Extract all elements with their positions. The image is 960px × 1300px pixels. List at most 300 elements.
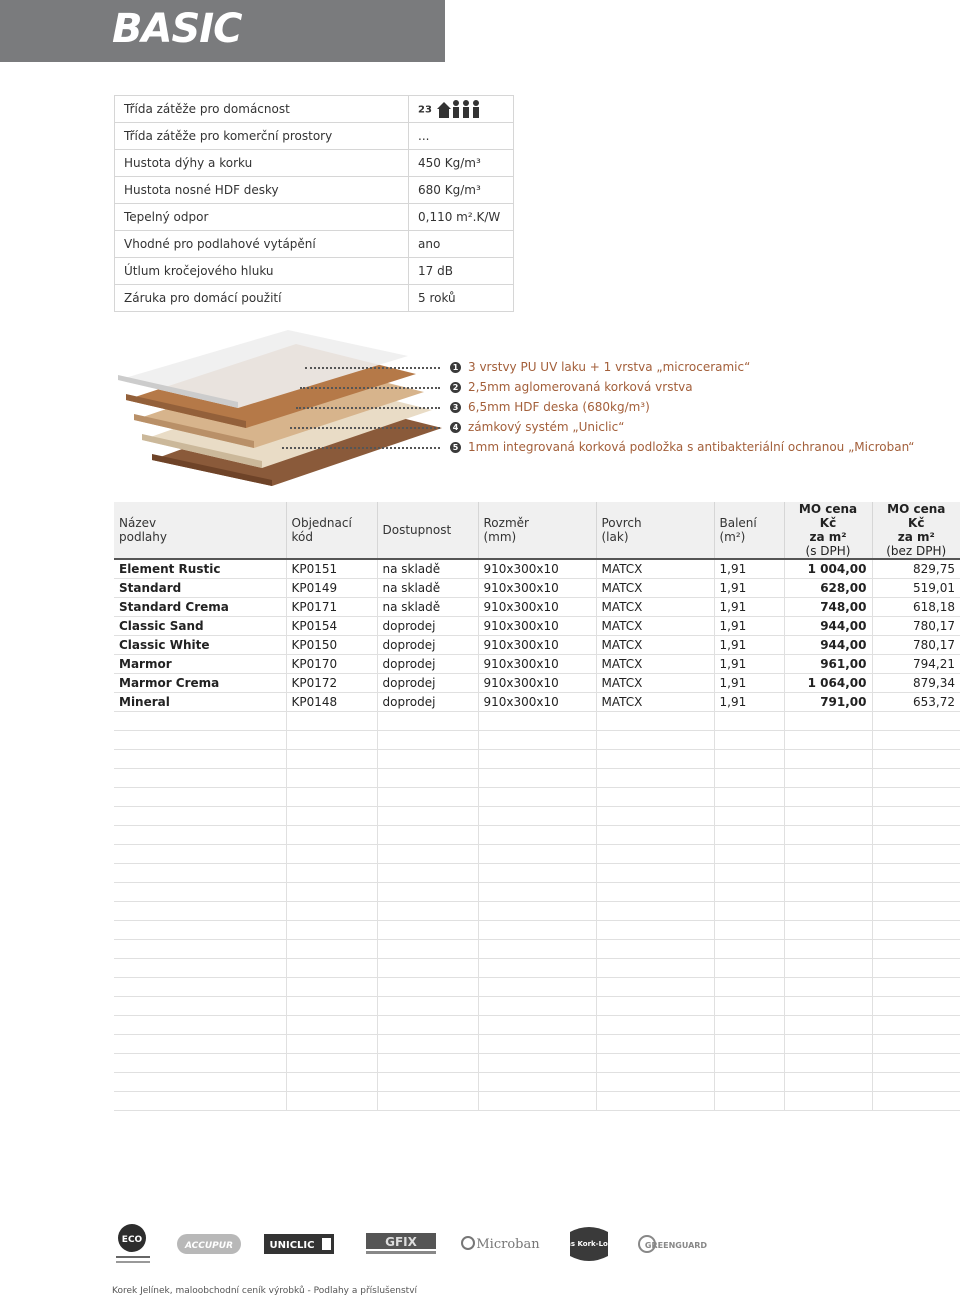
price-without-vat: 653,72 [872, 692, 960, 711]
product-pack: 1,91 [714, 559, 784, 578]
empty-cell [286, 920, 377, 939]
empty-cell [478, 1072, 596, 1091]
empty-cell [784, 939, 872, 958]
empty-cell [714, 825, 784, 844]
empty-table-row [114, 958, 960, 977]
header-surface: Povrch (lak) [596, 502, 714, 559]
product-size: 910x300x10 [478, 616, 596, 635]
accupur-logo-icon [176, 1222, 242, 1266]
empty-cell [784, 1072, 872, 1091]
empty-cell [286, 806, 377, 825]
empty-cell [286, 1015, 377, 1034]
price-with-vat: 961,00 [784, 654, 872, 673]
table-row [114, 616, 960, 635]
empty-cell [114, 768, 286, 787]
product-availability: doprodej [377, 692, 478, 711]
empty-cell [114, 787, 286, 806]
empty-cell [714, 1053, 784, 1072]
layer-legend-item [450, 398, 650, 416]
empty-cell [784, 958, 872, 977]
price-with-vat: 944,00 [784, 616, 872, 635]
product-surface: MATCX [596, 673, 714, 692]
empty-cell [872, 958, 960, 977]
layer-description: 3 vrstvy PU UV laku + 1 vrstva „microceramic“ [468, 360, 751, 374]
svg-text:Das Kork-Logo: Das Kork-Logo [560, 1240, 618, 1248]
empty-cell [784, 1034, 872, 1053]
layer-number-badge: 4 [450, 422, 461, 433]
price-with-vat: 944,00 [784, 635, 872, 654]
empty-cell [114, 977, 286, 996]
spec-label: Hustota dýhy a korku [115, 150, 409, 177]
empty-cell [377, 901, 478, 920]
price-without-vat: 780,17 [872, 616, 960, 635]
empty-cell [596, 958, 714, 977]
empty-table-row [114, 749, 960, 768]
kork-logo-icon [560, 1222, 618, 1266]
product-pack: 1,91 [714, 597, 784, 616]
empty-cell [596, 730, 714, 749]
empty-cell [377, 1015, 478, 1034]
empty-cell [114, 1091, 286, 1110]
product-size: 910x300x10 [478, 578, 596, 597]
empty-cell [478, 787, 596, 806]
table-row [114, 635, 960, 654]
empty-cell [377, 806, 478, 825]
empty-table-row [114, 768, 960, 787]
product-pack: 1,91 [714, 616, 784, 635]
empty-cell [286, 1072, 377, 1091]
empty-cell [872, 1072, 960, 1091]
price-without-vat: 794,21 [872, 654, 960, 673]
empty-cell [286, 844, 377, 863]
empty-table-row [114, 787, 960, 806]
product-surface: MATCX [596, 654, 714, 673]
empty-cell [114, 958, 286, 977]
empty-cell [784, 844, 872, 863]
empty-cell [872, 1053, 960, 1072]
spec-row [115, 177, 514, 204]
empty-cell [478, 958, 596, 977]
empty-cell [377, 863, 478, 882]
spec-value: 0,110 m².K/W [409, 204, 514, 231]
spec-value: 5 roků [409, 285, 514, 312]
empty-table-row [114, 901, 960, 920]
empty-cell [478, 825, 596, 844]
product-name: Classic Sand [114, 616, 286, 635]
spec-label: Třída zátěže pro komerční prostory [115, 123, 409, 150]
product-surface: MATCX [596, 635, 714, 654]
empty-cell [377, 1034, 478, 1053]
layer-number-badge: 1 [450, 362, 461, 373]
header-price-novat: MO cena Kč za m² (bez DPH) [872, 502, 960, 559]
product-code: KP0151 [286, 559, 377, 578]
price-without-vat: 780,17 [872, 635, 960, 654]
empty-cell [714, 863, 784, 882]
product-surface: MATCX [596, 578, 714, 597]
empty-cell [784, 825, 872, 844]
empty-cell [478, 1015, 596, 1034]
empty-cell [872, 996, 960, 1015]
empty-cell [114, 1015, 286, 1034]
empty-cell [114, 882, 286, 901]
empty-cell [714, 1072, 784, 1091]
empty-cell [377, 882, 478, 901]
spec-row [115, 204, 514, 231]
header-size: Rozměr (mm) [478, 502, 596, 559]
product-size: 910x300x10 [478, 673, 596, 692]
empty-cell [596, 844, 714, 863]
empty-cell [114, 711, 286, 730]
empty-cell [377, 768, 478, 787]
empty-cell [286, 1091, 377, 1110]
empty-cell [114, 806, 286, 825]
banner [0, 0, 445, 62]
layer-legend-item [450, 378, 693, 396]
empty-cell [872, 1034, 960, 1053]
spec-label: Útlum kročejového hluku [115, 258, 409, 285]
layer-leader-line [305, 367, 440, 369]
spec-value: 17 dB [409, 258, 514, 285]
price-with-vat: 628,00 [784, 578, 872, 597]
product-surface: MATCX [596, 616, 714, 635]
header-price-vat: MO cena Kč za m² (s DPH) [784, 502, 872, 559]
empty-table-row [114, 1053, 960, 1072]
empty-cell [377, 996, 478, 1015]
empty-cell [114, 939, 286, 958]
layer-number-badge: 3 [450, 402, 461, 413]
empty-cell [784, 996, 872, 1015]
svg-text:UNICLIC: UNICLIC [269, 1240, 315, 1251]
empty-cell [872, 901, 960, 920]
layer-number-badge: 5 [450, 442, 461, 453]
product-name: Classic White [114, 635, 286, 654]
empty-cell [377, 977, 478, 996]
empty-cell [377, 958, 478, 977]
empty-cell [714, 977, 784, 996]
empty-cell [377, 749, 478, 768]
empty-cell [872, 920, 960, 939]
table-header-row [114, 502, 960, 559]
price-with-vat: 1 064,00 [784, 673, 872, 692]
empty-cell [714, 958, 784, 977]
empty-cell [596, 920, 714, 939]
empty-cell [377, 1091, 478, 1110]
empty-cell [872, 977, 960, 996]
price-without-vat: 618,18 [872, 597, 960, 616]
header-pack: Balení (m²) [714, 502, 784, 559]
header-availability: Dostupnost [377, 502, 478, 559]
empty-table-row [114, 806, 960, 825]
empty-cell [286, 825, 377, 844]
svg-text:Microban: Microban [476, 1237, 540, 1252]
spec-value: 23 [409, 96, 514, 123]
empty-cell [478, 730, 596, 749]
product-availability: doprodej [377, 673, 478, 692]
empty-cell [784, 882, 872, 901]
product-pack: 1,91 [714, 654, 784, 673]
empty-cell [714, 787, 784, 806]
empty-cell [784, 806, 872, 825]
empty-cell [286, 996, 377, 1015]
empty-cell [478, 882, 596, 901]
spec-row [115, 258, 514, 285]
product-code: KP0149 [286, 578, 377, 597]
empty-cell [286, 1053, 377, 1072]
empty-cell [784, 977, 872, 996]
spec-row [115, 96, 514, 123]
spec-label: Hustota nosné HDF desky [115, 177, 409, 204]
table-row [114, 654, 960, 673]
empty-cell [784, 787, 872, 806]
gfix-logo-icon [366, 1222, 436, 1266]
empty-cell [114, 749, 286, 768]
empty-cell [114, 825, 286, 844]
empty-cell [114, 901, 286, 920]
empty-cell [286, 863, 377, 882]
header-code: Objednací kód [286, 502, 377, 559]
empty-cell [478, 977, 596, 996]
product-name: Element Rustic [114, 559, 286, 578]
empty-cell [596, 1091, 714, 1110]
uniclic-logo-icon [264, 1222, 334, 1266]
empty-cell [714, 1091, 784, 1110]
price-with-vat: 1 004,00 [784, 559, 872, 578]
empty-cell [596, 1053, 714, 1072]
price-without-vat: 519,01 [872, 578, 960, 597]
empty-table-row [114, 1034, 960, 1053]
empty-cell [114, 996, 286, 1015]
empty-table-row [114, 1072, 960, 1091]
empty-cell [377, 730, 478, 749]
empty-cell [872, 730, 960, 749]
empty-cell [714, 768, 784, 787]
empty-cell [478, 1034, 596, 1053]
product-surface: MATCX [596, 597, 714, 616]
empty-cell [478, 1091, 596, 1110]
empty-cell [286, 749, 377, 768]
layer-legend-item [450, 438, 915, 456]
product-pack: 1,91 [714, 635, 784, 654]
product-name: Marmor [114, 654, 286, 673]
empty-cell [872, 882, 960, 901]
empty-cell [286, 711, 377, 730]
product-surface: MATCX [596, 559, 714, 578]
empty-cell [377, 939, 478, 958]
empty-cell [596, 863, 714, 882]
empty-cell [377, 920, 478, 939]
layer-description: 6,5mm HDF deska (680kg/m³) [468, 400, 650, 414]
empty-cell [714, 939, 784, 958]
empty-cell [286, 901, 377, 920]
spec-label: Vhodné pro podlahové vytápění [115, 231, 409, 258]
empty-cell [872, 825, 960, 844]
empty-cell [377, 1072, 478, 1091]
product-pack: 1,91 [714, 578, 784, 597]
empty-cell [714, 806, 784, 825]
layer-leader-line [296, 407, 440, 409]
empty-cell [872, 1091, 960, 1110]
empty-cell [478, 711, 596, 730]
product-name: Mineral [114, 692, 286, 711]
empty-table-row [114, 939, 960, 958]
product-size: 910x300x10 [478, 597, 596, 616]
empty-cell [286, 939, 377, 958]
empty-cell [784, 863, 872, 882]
empty-cell [784, 768, 872, 787]
empty-cell [784, 1091, 872, 1110]
empty-cell [114, 1053, 286, 1072]
empty-cell [114, 1034, 286, 1053]
empty-cell [872, 844, 960, 863]
empty-cell [714, 901, 784, 920]
spec-value: ... [409, 123, 514, 150]
spec-label: Třída zátěže pro domácnost [115, 96, 409, 123]
empty-cell [872, 806, 960, 825]
empty-cell [872, 863, 960, 882]
empty-cell [872, 749, 960, 768]
product-pack: 1,91 [714, 692, 784, 711]
empty-table-row [114, 1091, 960, 1110]
layer-description: 2,5mm aglomerovaná korková vrstva [468, 380, 693, 394]
layer-description: zámkový systém „Uniclic“ [468, 420, 625, 434]
spec-row [115, 150, 514, 177]
spec-value: ano [409, 231, 514, 258]
product-size: 910x300x10 [478, 654, 596, 673]
spec-value: 680 Kg/m³ [409, 177, 514, 204]
price-without-vat: 879,34 [872, 673, 960, 692]
empty-cell [596, 1015, 714, 1034]
empty-cell [596, 711, 714, 730]
layer-leader-line [290, 427, 440, 429]
specs-table [114, 95, 514, 312]
empty-cell [714, 882, 784, 901]
empty-cell [784, 711, 872, 730]
empty-cell [478, 844, 596, 863]
spec-label: Záruka pro domácí použití [115, 285, 409, 312]
greenguard-logo-icon [638, 1222, 708, 1266]
layer-leader-line [300, 387, 440, 389]
product-availability: doprodej [377, 616, 478, 635]
svg-text:ACCUPUR: ACCUPUR [184, 1241, 234, 1251]
empty-table-row [114, 977, 960, 996]
price-without-vat: 829,75 [872, 559, 960, 578]
spec-row [115, 231, 514, 258]
product-code: KP0154 [286, 616, 377, 635]
empty-cell [596, 1072, 714, 1091]
household-people-icon [436, 99, 488, 119]
empty-cell [714, 920, 784, 939]
empty-cell [478, 768, 596, 787]
empty-cell [478, 939, 596, 958]
empty-cell [872, 1015, 960, 1034]
empty-table-row [114, 844, 960, 863]
empty-cell [596, 806, 714, 825]
empty-cell [714, 996, 784, 1015]
product-name: Standard [114, 578, 286, 597]
product-code: KP0172 [286, 673, 377, 692]
layer-description: 1mm integrovaná korková podložka s antibakteriální ochranou „Microban“ [468, 440, 915, 454]
empty-cell [872, 787, 960, 806]
product-code: KP0150 [286, 635, 377, 654]
empty-cell [784, 749, 872, 768]
empty-cell [377, 787, 478, 806]
empty-cell [114, 730, 286, 749]
empty-cell [784, 901, 872, 920]
table-row [114, 597, 960, 616]
price-with-vat: 791,00 [784, 692, 872, 711]
layer-leader-line [282, 447, 440, 449]
product-availability: na skladě [377, 559, 478, 578]
header-name: Název podlahy [114, 502, 286, 559]
product-availability: doprodej [377, 635, 478, 654]
empty-cell [286, 1034, 377, 1053]
empty-cell [286, 787, 377, 806]
empty-cell [872, 939, 960, 958]
empty-cell [478, 920, 596, 939]
empty-cell [784, 920, 872, 939]
product-code: KP0170 [286, 654, 377, 673]
product-availability: na skladě [377, 578, 478, 597]
certification-logos [114, 1222, 714, 1270]
empty-cell [114, 844, 286, 863]
empty-cell [377, 1053, 478, 1072]
empty-cell [596, 787, 714, 806]
product-availability: doprodej [377, 654, 478, 673]
product-pack: 1,91 [714, 673, 784, 692]
empty-cell [596, 882, 714, 901]
product-code: KP0148 [286, 692, 377, 711]
empty-cell [286, 958, 377, 977]
layer-number-badge: 2 [450, 382, 461, 393]
empty-cell [478, 749, 596, 768]
empty-cell [286, 882, 377, 901]
empty-cell [784, 1053, 872, 1072]
svg-text:ECO: ECO [121, 1235, 143, 1245]
empty-cell [596, 1034, 714, 1053]
empty-table-row [114, 825, 960, 844]
empty-cell [478, 806, 596, 825]
empty-cell [714, 730, 784, 749]
product-size: 910x300x10 [478, 692, 596, 711]
svg-text:GREENGUARD: GREENGUARD [644, 1241, 708, 1250]
empty-table-row [114, 730, 960, 749]
empty-cell [596, 939, 714, 958]
empty-table-row [114, 863, 960, 882]
spec-row [115, 123, 514, 150]
footer-text: Korek Jelínek, maloobchodní ceník výrobků - Podlahy a příslušenství [112, 1286, 418, 1296]
table-row [114, 673, 960, 692]
product-code: KP0171 [286, 597, 377, 616]
empty-cell [714, 1015, 784, 1034]
table-row [114, 559, 960, 578]
spec-value: 450 Kg/m³ [409, 150, 514, 177]
empty-cell [286, 768, 377, 787]
empty-cell [596, 749, 714, 768]
empty-cell [714, 749, 784, 768]
empty-cell [714, 711, 784, 730]
empty-cell [478, 996, 596, 1015]
empty-cell [478, 901, 596, 920]
product-name: Marmor Crema [114, 673, 286, 692]
empty-cell [377, 844, 478, 863]
empty-cell [872, 711, 960, 730]
product-surface: MATCX [596, 692, 714, 711]
empty-table-row [114, 920, 960, 939]
product-size: 910x300x10 [478, 559, 596, 578]
empty-cell [596, 977, 714, 996]
empty-table-row [114, 1015, 960, 1034]
layer-legend-item [450, 358, 750, 376]
